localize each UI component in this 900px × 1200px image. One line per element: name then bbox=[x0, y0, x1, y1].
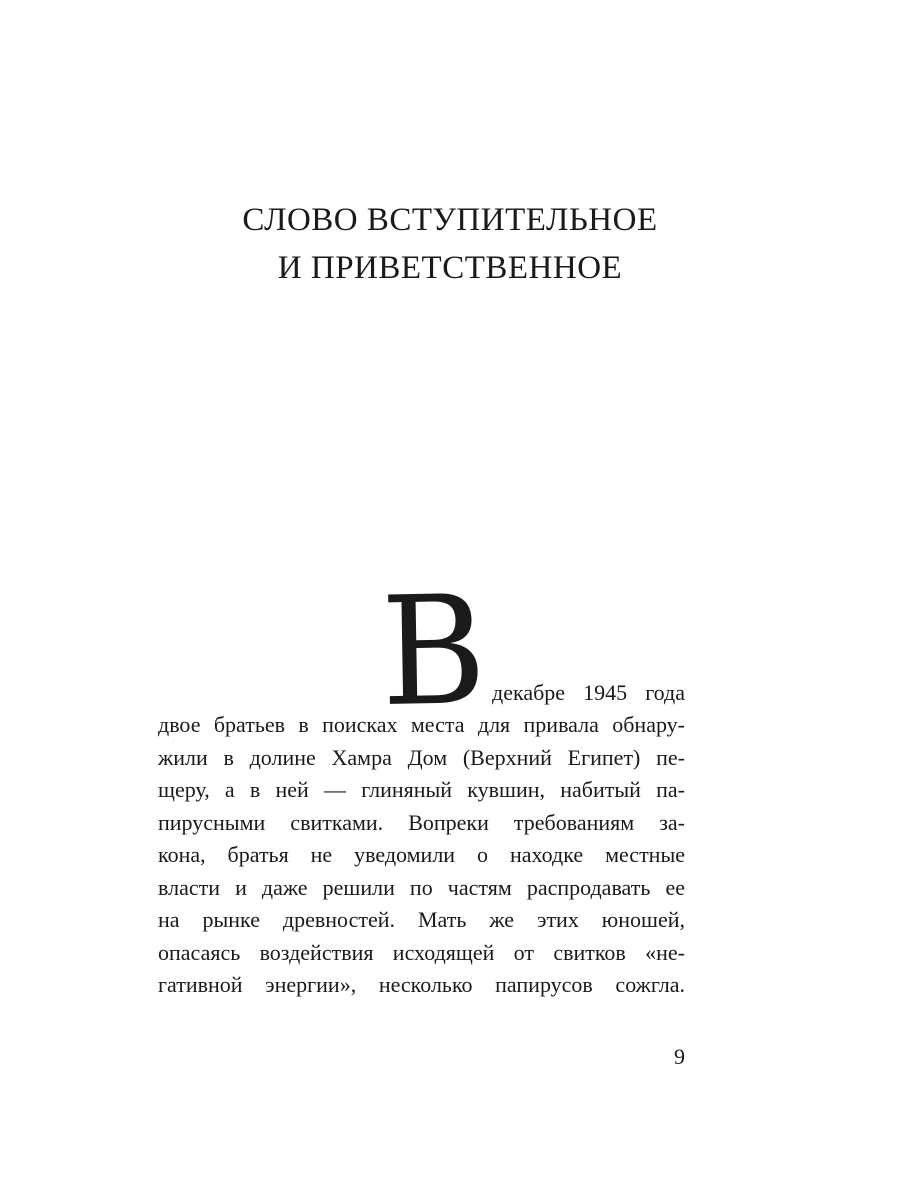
chapter-title-line-2: И ПРИВЕТСТВЕННОЕ bbox=[277, 250, 623, 286]
body-line: щеру, а в ней — глиняный кувшин, набитый па- bbox=[158, 777, 685, 802]
chapter-title-line-1: СЛОВО ВСТУПИТЕЛЬНОЕ bbox=[242, 202, 658, 238]
body-line: гативной энергии», несколько папирусов сожгла. bbox=[158, 972, 685, 997]
body-line: кона, братья не уведомили о находке местные bbox=[158, 842, 685, 867]
body-paragraph bbox=[158, 709, 685, 1002]
body-line: опасаясь воздействия исходящей от свитков «не- bbox=[158, 939, 685, 965]
drop-cap: В bbox=[379, 564, 488, 740]
body-line: двое братьев в поисках места для привала обнару- bbox=[158, 712, 685, 737]
page-number: 9 bbox=[674, 1044, 685, 1069]
body-line: пирусными свитками. Вопреки требованиям за- bbox=[158, 809, 685, 835]
body-line: на рынке древностей. Мать же этих юношей, bbox=[158, 907, 685, 932]
first-line-text: декабре 1945 года bbox=[492, 680, 685, 705]
body-line: жили в долине Хамра Дом (Верхний Египет) пе- bbox=[158, 744, 685, 770]
body-line: власти и даже решили по частям распродавать ее bbox=[158, 874, 685, 900]
chapter-title bbox=[0, 196, 900, 292]
